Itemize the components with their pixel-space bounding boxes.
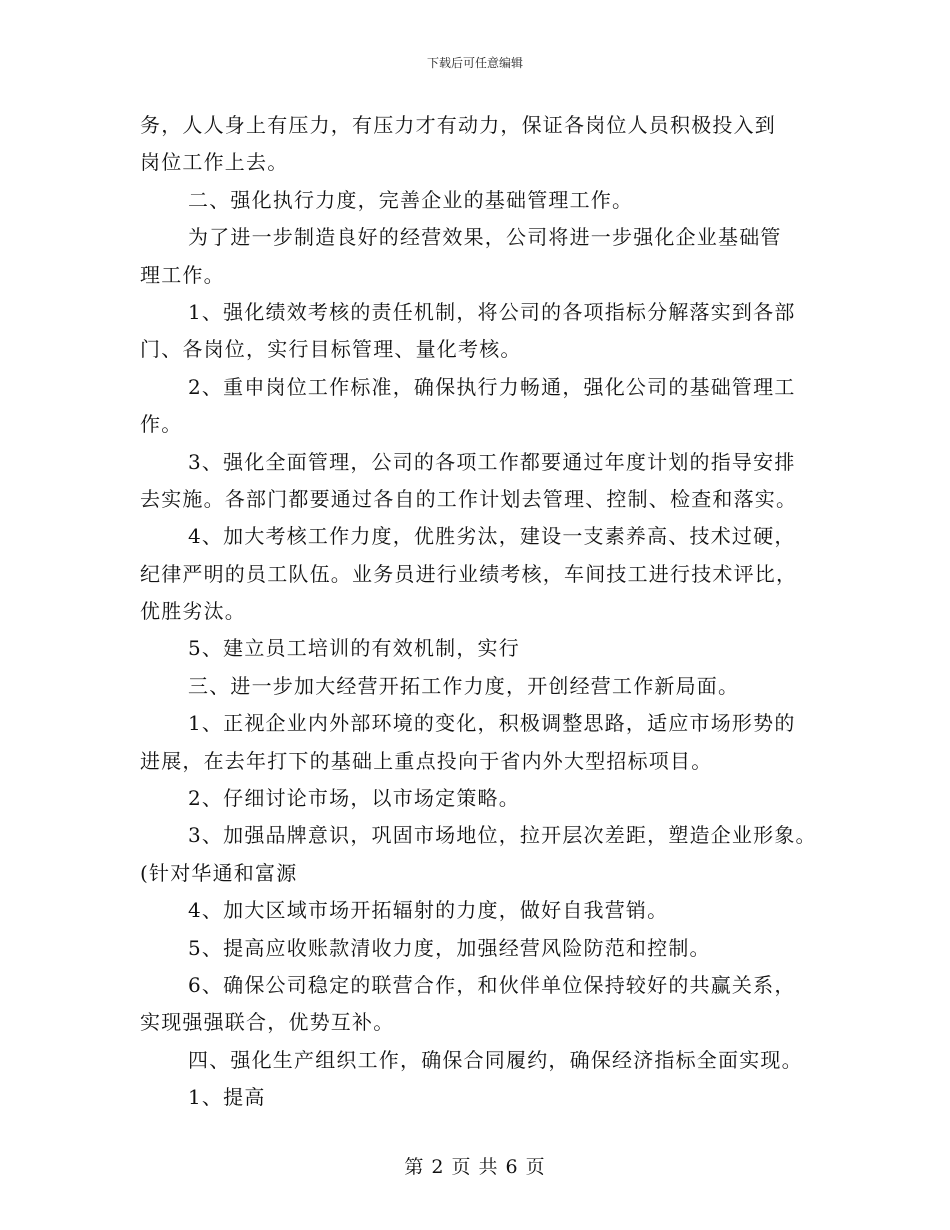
text-line: 为了进一步制造良好的经营效果，公司将进一步强化企业基础管 <box>188 225 782 250</box>
text-line: 进展，在去年打下的基础上重点投向于省内外大型招标项目。 <box>140 748 713 773</box>
document-body <box>140 107 830 1117</box>
text-line: 理工作。 <box>140 262 225 287</box>
text-line: 2、仔细讨论市场，以市场定策略。 <box>188 786 520 811</box>
text-line: 四、强化生产组织工作，确保合同履约，确保经济指标全面实现。 <box>188 1047 803 1072</box>
text-line: 纪律严明的员工队伍。业务员进行业绩考核，车间技工进行技术评比， <box>140 561 798 586</box>
text-line: 岗位工作上去。 <box>140 150 289 175</box>
text-line: 门、各岗位，实行目标管理、量化考核。 <box>140 337 522 362</box>
text-line: 三、进一步加大经营开拓工作力度，开创经营工作新局面。 <box>188 673 740 698</box>
text-line: 1、正视企业内外部环境的变化，积极调整思路，适应市场形势的 <box>188 711 796 736</box>
text-line: 4、加大区域市场开拓辐射的力度，做好自我营销。 <box>188 898 669 923</box>
text-line: 6、确保公司稳定的联营合作，和伙伴单位保持较好的共赢关系， <box>188 972 796 997</box>
text-line: 3、加强品牌意识，巩固市场地位，拉开层次差距，塑造企业形象。 <box>188 823 817 848</box>
header-note: 下载后可任意编辑 <box>426 56 523 70</box>
text-line: 优胜劣汰。 <box>140 599 246 624</box>
text-line: 3、强化全面管理，公司的各项工作都要通过年度计划的指导安排 <box>188 449 796 474</box>
text-line: 去实施。各部门都要通过各自的工作计划去管理、控制、检查和落实。 <box>140 486 798 511</box>
text-line: 5、提高应收账款清收力度，加强经营风险防范和控制。 <box>188 935 711 960</box>
text-line: (针对华通和富源 <box>140 860 298 885</box>
text-line: 作。 <box>140 412 183 437</box>
text-line: 实现强强联合，优势互补。 <box>140 1010 395 1035</box>
page-number-footer: 第 2 页 共 6 页 <box>404 1156 546 1178</box>
text-line: 2、重申岗位工作标准，确保执行力畅通，强化公司的基础管理工 <box>188 374 796 399</box>
text-line: 1、提高 <box>188 1085 266 1110</box>
text-line: 1、强化绩效考核的责任机制，将公司的各项指标分解落实到各部 <box>188 299 796 324</box>
text-line: 4、加大考核工作力度，优胜劣汰，建设一支素养高、技术过硬， <box>188 524 796 549</box>
text-line: 二、强化执行力度，完善企业的基础管理工作。 <box>188 187 634 212</box>
text-line: 务，人人身上有压力，有压力才有动力，保证各岗位人员积极投入到 <box>140 113 776 137</box>
text-line: 5、建立员工培训的有效机制，实行 <box>188 636 520 661</box>
